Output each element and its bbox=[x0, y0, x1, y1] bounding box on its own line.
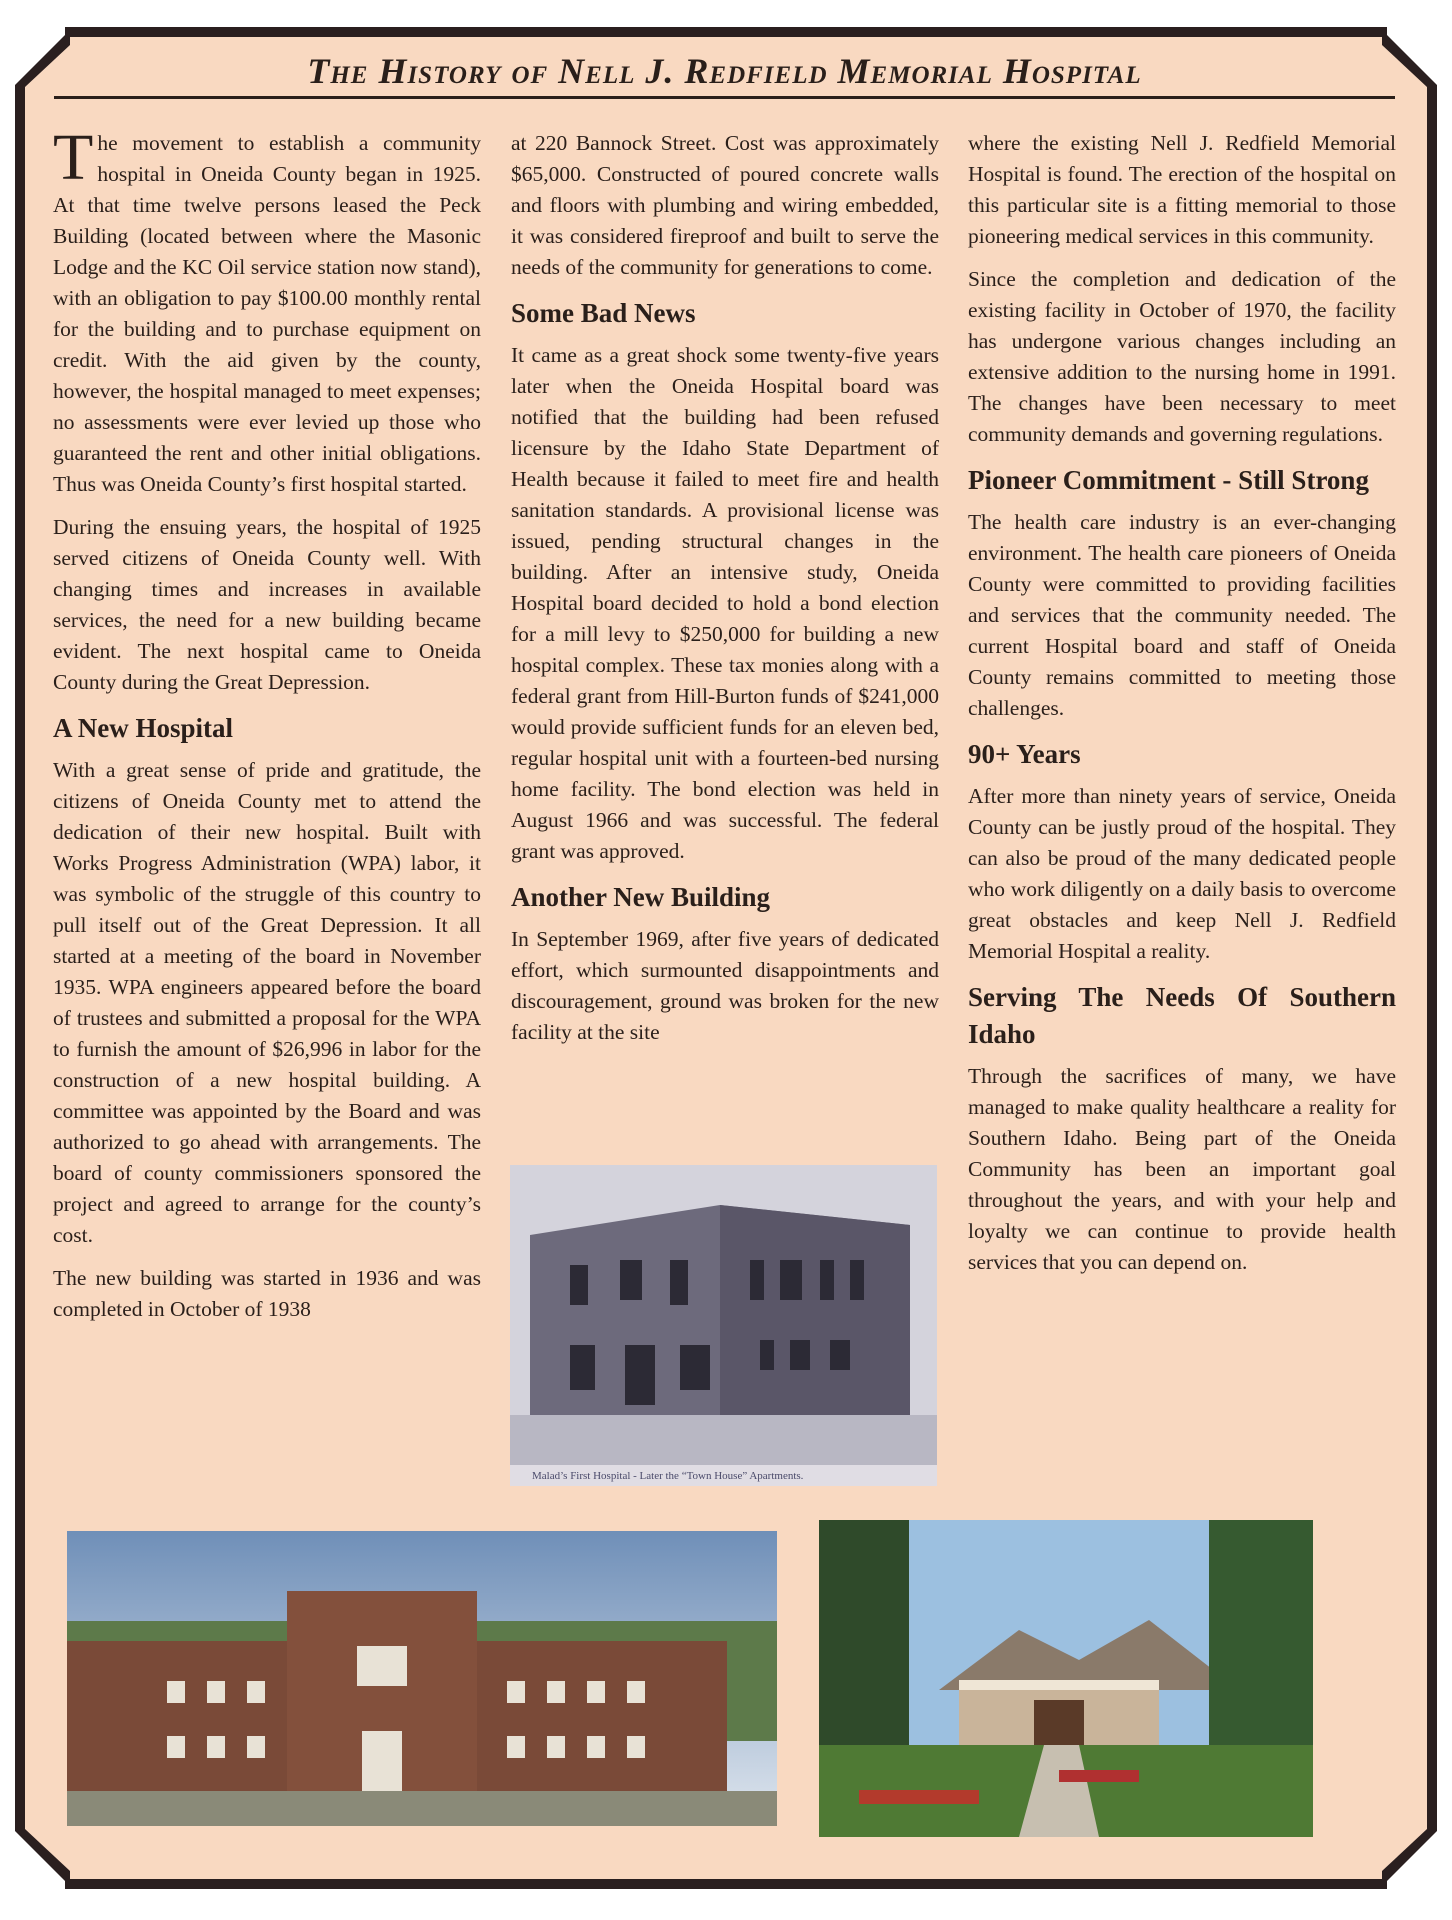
first-hospital-photo bbox=[510, 1165, 937, 1486]
paragraph: where the existing Nell J. Redfield Memorial Hospital is found. The erection of the hospital on this particular site is a fitting memorial to those pioneering medical services in this community. bbox=[968, 131, 1396, 248]
paragraph: It came as a great shock some twenty-five years later when the Oneida Hospital board was notified that the building had been refused licensure by the Idaho State Department of Health because it failed to meet fire and health sanitation standards. A provisional license was issued, pending structural changes in the building. After an intensive study, Oneida Hospital board decided to hold a bond election for a mill levy to $250,000 for building a new hospital complex. These tax monies along with a federal grant from Hill-Burton funds of $241,000 would provide sufficient funds for an eleven bed, regular hospital unit with a fourteen-bed nursing home facility. The bond election was held in August 1966 and was successful. The federal grant was approved. bbox=[511, 343, 939, 863]
paragraph: at 220 Bannock Street. Cost was approximately $65,000. Constructed of poured concrete walls and floors with plumbing and wiring embedded, it was considered fireproof and built to serve the needs of the community for generations to come. bbox=[511, 131, 939, 279]
column-1 bbox=[53, 121, 481, 1337]
brick-building-illustration bbox=[67, 1531, 777, 1826]
photo-caption: Malad’s First Hospital - Later the “Town House” Apartments. bbox=[532, 1470, 804, 1482]
building-illustration bbox=[510, 1165, 937, 1486]
column-3 bbox=[968, 128, 1396, 1290]
paragraph: In September 1969, after five years of dedicated effort, which surmounted disappointments and discouragement, ground was broken for the new facility at the site bbox=[511, 927, 939, 1044]
section-heading: Another New Building bbox=[511, 882, 771, 912]
modern-building-illustration bbox=[819, 1520, 1313, 1837]
paragraph: Through the sacrifices of many, we have managed to make quality healthcare a reality for Southern Idaho. Being part of the Oneida Community has been an important goal throughout the years, and with your help and loyalty we can continue to provide health services that you can depend on. bbox=[968, 1064, 1396, 1274]
paragraph: The health care industry is an ever-changing environment. The health care pioneers of Oneida County were committed to providing facilities and services that the community needed. The current Hospital board and staff of Oneida County remains committed to meeting those challenges. bbox=[968, 510, 1396, 720]
paragraph-text: he movement to establish a community hospital in Oneida County began in 1925. At that time twelve persons leased the Peck Building (located between where the Masonic Lodge and the KC Oil service station now stand), with an obligation to pay $100.00 monthly rental for the building and to purchase equipment on credit. With the aid given by the county, however, the hospital managed to meet expenses; no assessments were ever levied up those who guaranteed the rent and other initial obligations. Thus was Oneida County’s first hospital started. bbox=[53, 131, 481, 496]
section-heading: A New Hospital bbox=[53, 713, 234, 743]
page-title: The History of Nell J. Redfield Memorial Hospital bbox=[307, 51, 1142, 91]
column-2 bbox=[511, 128, 939, 1060]
wpa-hospital-photo bbox=[67, 1531, 777, 1826]
section-heading: Some Bad News bbox=[511, 298, 696, 328]
paragraph: During the ensuing years, the hospital of 1925 served citizens of Oneida County well. With changing times and increases in available services, the need for a new building became evident. The next hospital came to Oneida County during the Great Depression. bbox=[53, 515, 481, 694]
section-heading: Serving The Needs Of Southern Idaho bbox=[968, 982, 1396, 1049]
current-hospital-photo bbox=[819, 1520, 1313, 1837]
drop-cap: T bbox=[53, 121, 94, 194]
paragraph bbox=[53, 121, 481, 500]
paragraph: The new building was started in 1936 and was completed in October of 1938 bbox=[53, 1266, 481, 1321]
paragraph: After more than ninety years of service, Oneida County can be justly proud of the hospital. They can also be proud of the many dedicated people who work diligently on a daily basis to overcome great obstacles and keep Nell J. Redfield Memorial Hospital a reality. bbox=[968, 784, 1396, 963]
paragraph: Since the completion and dedication of the existing facility in October of 1970, the facility has undergone various changes including an extensive addition to the nursing home in 1991. The changes have been necessary to meet community demands and governing regulations. bbox=[968, 267, 1396, 446]
paragraph: With a great sense of pride and gratitude, the citizens of Oneida County met to attend the dedication of their new hospital. Built with Works Progress Administration (WPA) labor, it was symbolic of the struggle of this country to pull itself out of the Great Depression. It all started at a meeting of the board in November 1935. WPA engineers appeared before the board of trustees and submitted a proposal for the WPA to furnish the amount of $26,996 in labor for the construction of a new hospital building. A committee was appointed by the Board and was authorized to go ahead with arrangements. The board of county commissioners sponsored the project and agreed to arrange for the county’s cost. bbox=[53, 758, 481, 1247]
section-heading: 90+ Years bbox=[968, 739, 1081, 769]
title-divider bbox=[54, 96, 1395, 99]
section-heading: Pioneer Commitment - Still Strong bbox=[968, 465, 1369, 495]
